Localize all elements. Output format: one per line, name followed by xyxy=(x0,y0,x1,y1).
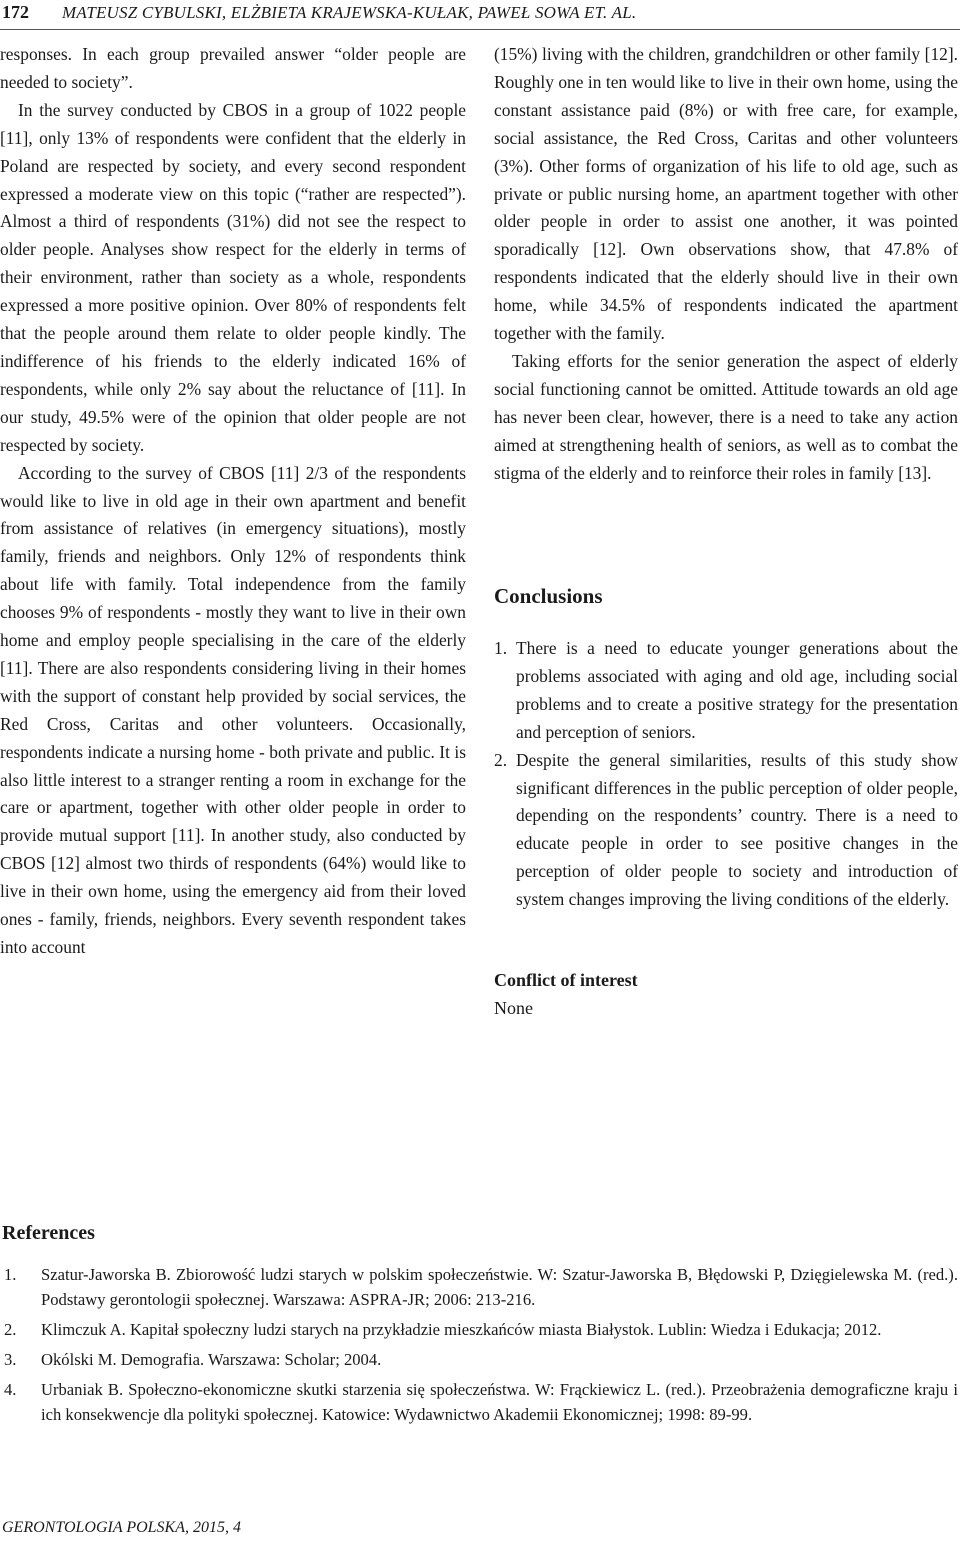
paragraph: In the survey conducted by CBOS in a group of 1022 people [11], only 13% of respondents were confident that the elderly in Poland are respected by society, and every second respondent expressed a moderate view on this topic (“rather are respected”). Almost a third of respondents (31%) did not see the respect to older people. Analyses show respect for the elderly in terms of their environment, rather than society as a whole, respondents expressed a more positive opinion. Over 80% of respondents felt that the people around them relate to older people kindly. The indifference of his friends to the elderly indicated 16% of respondents, while only 2% say about the reluctance of [11]. In our study, 49.5% were of the opinion that older people are not respected by society. xyxy=(0,99,466,455)
page-number: 172 xyxy=(2,2,29,22)
references-list xyxy=(0,1262,958,1432)
right-column xyxy=(494,41,958,488)
running-head-authors: MATEUSZ CYBULSKI, ELŻBIETA KRAJEWSKA-KUŁAK, PAWEŁ SOWA ET. AL. xyxy=(62,3,637,22)
paragraph: According to the survey of CBOS [11] 2/3 of the respondents would like to live in old age in their own apartment and benefit from assistance of relatives (in emergency situations), mostly family, friends and neighbors. Only 12% of respondents think about life with family. Total independence from the family chooses 9% of respondents - mostly they want to live in their own home and employ people specialising in the care of the elderly [11]. There are also respondents considering living in their homes with the support of constant help provided by social services, the Red Cross, Caritas and other volunteers. Occasionally, respondents indicate a nursing home - both private and public. It is also little interest to a stranger renting a room in exchange for the care or apartment, together with other older people in order to provide mutual support [11]. In another study, also conducted by CBOS [12] almost two thirds of respondents (64%) would like to live in their own home, using the emergency aid from their loved ones - family, friends, neighbors. Every seventh respondent takes into account xyxy=(0,462,466,957)
conflict-heading: Conflict of interest xyxy=(494,970,638,990)
item-text: There is a need to educate younger generations about the problems associated with aging and old age, including social problems and to create a positive strategy for the presentation and perception of seniors. xyxy=(516,638,958,742)
reference-item xyxy=(0,1347,958,1372)
header-rule xyxy=(0,29,960,30)
journal-footer: GERONTOLOGIA POLSKA, 2015, 4 xyxy=(2,1519,241,1536)
item-text: Despite the general similarities, results of this study show significant differences in the public perception of older people, depending on the respondents’ country. There is a need to educate people in order to see positive changes in the perception of older people to society and introduction of system changes improving the living conditions of the elderly. xyxy=(516,749,958,910)
list-item xyxy=(494,635,958,747)
reference-text: Urbaniak B. Społeczno-ekonomiczne skutki starzenia się społeczeństwa. W: Frąckiewicz L. (red.). Przeobrażenia demograficzne kraju i ich konsekwencje dla polityki społecznej. Katowice: Wydawnictwo Akademii Ekonomicznej; 1998: 89-99. xyxy=(41,1380,958,1424)
reference-item xyxy=(0,1262,958,1312)
reference-text: Klimczuk A. Kapitał społeczny ludzi starych na przykładzie mieszkańców miasta Białystok. Lublin: Wiedza i Edukacja; 2012. xyxy=(41,1320,882,1339)
item-number: 2. xyxy=(494,749,508,770)
reference-number: 2. xyxy=(4,1320,17,1339)
running-header xyxy=(0,0,960,26)
conflict-body: None xyxy=(494,998,533,1018)
reference-number: 3. xyxy=(4,1350,17,1369)
item-number: 1. xyxy=(494,638,508,658)
paragraph: (15%) living with the children, grandchildren or other family [12]. Roughly one in ten would like to live in their own home, using the constant assistance paid (8%) or with free care, for example, social assistance, the Red Cross, Caritas and other volunteers (3%). Other forms of organization of his life to old age, such as private or public nursing home, an apartment together with other older people in order to assist one another, it was pointed sporadically [12]. Own observations show, that 47.8% of respondents indicated that the elderly should live in their own home, while 34.5% of respondents indicated the apartment together with the family. xyxy=(494,44,958,344)
reference-item xyxy=(0,1317,958,1342)
conclusions-heading: Conclusions xyxy=(494,584,603,608)
reference-item xyxy=(0,1377,958,1427)
paragraph: responses. In each group prevailed answer “older people are needed to society”. xyxy=(0,44,466,92)
reference-number: 4. xyxy=(4,1380,17,1399)
references-heading: References xyxy=(2,1222,95,1244)
reference-text: Szatur-Jaworska B. Zbiorowość ludzi starych w polskim społeczeństwie. W: Szatur-Jaworska B, Błędowski P, Dzięgielewska M. (red.). Podstawy gerontologii społecznej. Warszawa: ASPRA-JR; 2006: 213-216. xyxy=(41,1265,958,1309)
left-column xyxy=(0,41,466,962)
conclusions-list xyxy=(494,635,958,914)
reference-number: 1. xyxy=(4,1265,17,1284)
paragraph: Taking efforts for the senior generation the aspect of elderly social functioning cannot be omitted. Attitude towards an old age has never been clear, however, there is a need to take any action aimed at strengthening health of seniors, as well as to combat the stigma of the elderly and to reinforce their roles in family [13]. xyxy=(494,350,958,483)
reference-text: Okólski M. Demografia. Warszawa: Scholar; 2004. xyxy=(41,1350,382,1369)
list-item xyxy=(494,747,958,914)
